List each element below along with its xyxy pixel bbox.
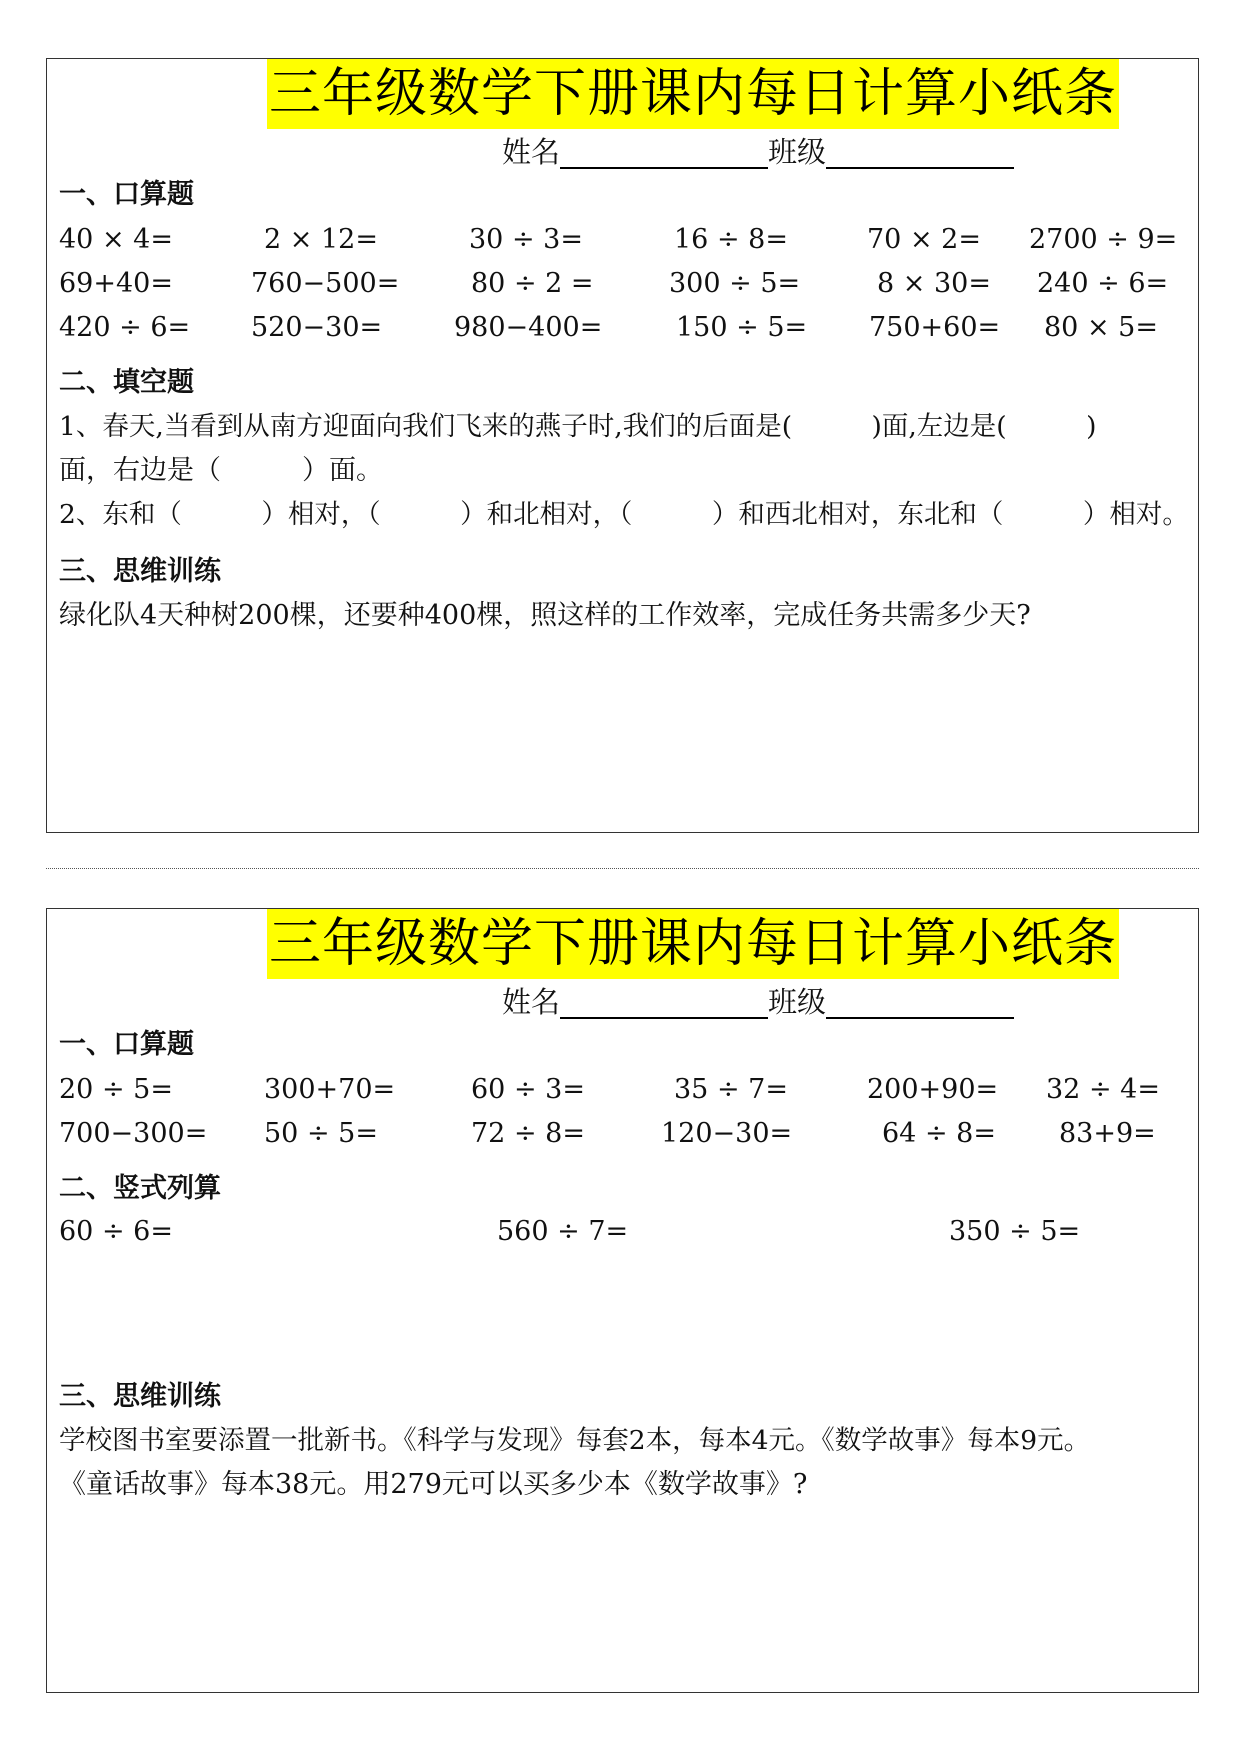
section-heading-fill: 二、填空题: [59, 367, 194, 398]
fill-question-1: 1、春天,当看到从南方迎面向我们飞来的燕子时,我们的后面是( )面,左边是( ): [59, 411, 1097, 442]
problem: 64 ÷ 8=: [882, 1118, 996, 1149]
name-label: 姓名: [502, 985, 561, 1019]
name-blank[interactable]: [560, 131, 768, 169]
worksheet-title: 三年级数学下册课内每日计算小纸条: [267, 909, 1119, 979]
problem: 16 ÷ 8=: [674, 224, 788, 255]
problem: 120−30=: [661, 1118, 793, 1149]
section-heading-thinking: 三、思维训练: [59, 1381, 221, 1412]
worksheet-title: 三年级数学下册课内每日计算小纸条: [267, 59, 1119, 129]
problem-row: [59, 1070, 1194, 1110]
problem: 2700 ÷ 9=: [1029, 224, 1178, 255]
problem-row: [59, 308, 1194, 348]
section-heading-oral: 一、口算题: [59, 179, 194, 210]
problem: 32 ÷ 4=: [1046, 1074, 1160, 1105]
name-label: 姓名: [502, 135, 561, 169]
problem: 980−400=: [454, 312, 603, 343]
name-class-row: [502, 979, 1014, 1025]
worksheet-card-2: [46, 908, 1199, 1693]
problem: 83+9=: [1059, 1118, 1156, 1149]
problem: 20 ÷ 5=: [59, 1074, 173, 1105]
word-problem-line-2: 《童话故事》每本38元。用279元可以买多少本《数学故事》?: [59, 1469, 808, 1500]
fill-question-2: 2、东和（ ）相对，（ ）和北相对，（ ）和西北相对，东北和（ ）相对。: [59, 499, 1189, 530]
section-heading-thinking: 三、思维训练: [59, 556, 221, 587]
class-label: 班级: [768, 135, 827, 169]
fill-question-1-cont: 面，右边是（ ）面。: [59, 455, 383, 486]
vertical-problem: 560 ÷ 7=: [497, 1216, 629, 1247]
problem: 150 ÷ 5=: [676, 312, 808, 343]
name-blank[interactable]: [560, 981, 768, 1019]
section-heading-oral: 一、口算题: [59, 1029, 194, 1060]
name-class-row: [502, 129, 1014, 175]
problem-row: [59, 220, 1194, 260]
vertical-problem: 60 ÷ 6=: [59, 1216, 173, 1247]
problem: 80 × 5=: [1044, 312, 1158, 343]
word-problem-line-1: 学校图书室要添置一批新书。《科学与发现》每套2本，每本4元。《数学故事》每本9元。: [59, 1425, 1091, 1456]
problem: 30 ÷ 3=: [469, 224, 583, 255]
cut-line: [46, 868, 1199, 869]
problem-row: [59, 264, 1194, 304]
problem: 72 ÷ 8=: [471, 1118, 585, 1149]
problem-row: [59, 1114, 1194, 1154]
vertical-problem-row: [59, 1212, 1194, 1252]
problem: 35 ÷ 7=: [674, 1074, 788, 1105]
problem: 8 × 30=: [877, 268, 991, 299]
vertical-problem: 350 ÷ 5=: [949, 1216, 1081, 1247]
problem: 69+40=: [59, 268, 173, 299]
problem: 700−300=: [59, 1118, 208, 1149]
problem: 2 × 12=: [264, 224, 378, 255]
problem: 300+70=: [264, 1074, 396, 1105]
class-blank[interactable]: [826, 131, 1014, 169]
problem: 300 ÷ 5=: [669, 268, 801, 299]
problem: 80 ÷ 2 =: [471, 268, 594, 299]
class-blank[interactable]: [826, 981, 1014, 1019]
problem: 60 ÷ 3=: [471, 1074, 585, 1105]
problem: 70 × 2=: [867, 224, 981, 255]
problem: 40 × 4=: [59, 224, 173, 255]
class-label: 班级: [768, 985, 827, 1019]
problem: 420 ÷ 6=: [59, 312, 191, 343]
problem: 760−500=: [251, 268, 400, 299]
problem: 50 ÷ 5=: [264, 1118, 378, 1149]
problem: 750+60=: [869, 312, 1001, 343]
problem: 200+90=: [867, 1074, 999, 1105]
worksheet-card-1: [46, 58, 1199, 833]
section-heading-vertical: 二、竖式列算: [59, 1173, 221, 1204]
problem: 520−30=: [251, 312, 383, 343]
problem: 240 ÷ 6=: [1037, 268, 1169, 299]
word-problem: 绿化队4天种树200棵，还要种400棵，照这样的工作效率，完成任务共需多少天?: [59, 600, 1031, 631]
